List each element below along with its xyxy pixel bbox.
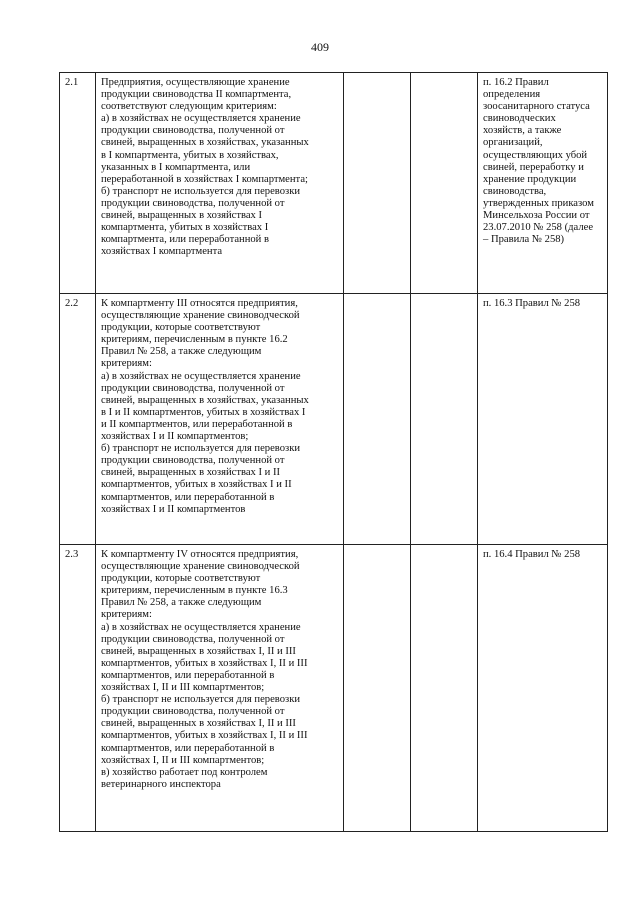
reference-line: п. 16.4 Правил № 258 [483, 549, 581, 560]
requirement-line: критериям, перечисленным в пункте 16.3 [101, 585, 288, 597]
reference-line: осуществляющих убой [483, 149, 588, 161]
requirement-line: продукции, которые соответствуют [101, 322, 261, 334]
reference-line: свиноводческих [483, 113, 556, 125]
reference-line: свиней, переработку и [483, 161, 584, 173]
requirement-line: продукции свиноводства II компартмента, [101, 89, 292, 101]
reference-line: организаций, [483, 137, 543, 149]
requirement-line: Предприятия, осуществляющие хранение [101, 77, 290, 88]
requirement-line: Правил № 258, а также следующим [101, 597, 262, 609]
requirement-line: продукции свиноводства, полученной от [101, 382, 285, 394]
requirement-line: свиней, выращенных в хозяйствах, указанных [101, 394, 309, 406]
requirement-cell [96, 545, 344, 832]
requirement-cell [96, 73, 344, 294]
reference-line: п. 16.2 Правил [483, 77, 549, 88]
row-number: 2.2 [60, 294, 96, 545]
requirement-line: компартментов, убитых в хозяйствах I и II [101, 479, 292, 491]
requirement-line: компартмента, или переработанной в [101, 234, 270, 246]
requirement-line: критериям, перечисленным в пункте 16.2 [101, 334, 288, 346]
table-row [60, 545, 608, 832]
requirement-line: б) транспорт не используется для перевозки [101, 694, 301, 706]
requirement-line: соответствуют следующим критериям: [101, 101, 277, 113]
requirement-line: продукции, которые соответствуют [101, 573, 261, 585]
requirement-line: в I и II компартментов, убитых в хозяйствах I [101, 406, 306, 418]
requirement-line: компартмента, убитых в хозяйствах I [101, 222, 269, 234]
requirement-line: указанных в I компартмента, или [101, 161, 251, 173]
requirement-line: осуществляющие хранение свиноводческой [101, 310, 300, 322]
requirement-line: хозяйствах I компартмента [101, 246, 223, 258]
reference-line: утвержденных приказом [483, 197, 594, 209]
requirement-line: а) в хозяйствах не осуществляется хранение [101, 113, 301, 125]
requirement-line: переработанной в хозяйствах I компартмента; [101, 173, 308, 185]
requirement-line: компартментов, или переработанной в [101, 742, 275, 754]
empty-cell [411, 73, 478, 294]
requirement-line: в) хозяйство работает под контролем [101, 766, 268, 778]
empty-cell [411, 545, 478, 832]
requirement-line: критериям: [101, 609, 152, 621]
requirement-line: а) в хозяйствах не осуществляется хранение [101, 621, 301, 633]
table-row [60, 294, 608, 545]
requirement-line: продукции свиноводства, полученной от [101, 125, 285, 137]
requirement-line: а) в хозяйствах не осуществляется хранение [101, 370, 301, 382]
requirement-line: свиней, выращенных в хозяйствах, указанных [101, 137, 309, 149]
reference-line: 23.07.2010 № 258 (далее [483, 222, 594, 234]
requirement-line: свиней, выращенных в хозяйствах I, II и III [101, 645, 296, 657]
requirement-line: К компартменту IV относятся предприятия, [101, 549, 299, 560]
reference-cell [478, 73, 608, 294]
requirement-line: продукции свиноводства, полученной от [101, 633, 285, 645]
requirement-line: хозяйствах I, II и III компартментов; [101, 682, 265, 694]
requirement-line: хозяйствах I, II и III компартментов; [101, 754, 265, 766]
reference-line: хозяйств, а также [483, 125, 562, 137]
requirement-line: компартментов, или переработанной в [101, 669, 275, 681]
requirement-line: продукции свиноводства, полученной от [101, 197, 285, 209]
reference-line: Минсельхоза России от [483, 210, 590, 222]
requirement-line: компартментов, или переработанной в [101, 491, 275, 503]
requirement-line: критериям: [101, 358, 152, 370]
row-number: 2.1 [60, 73, 96, 294]
empty-cell [411, 294, 478, 545]
reference-line: – Правила № 258) [483, 234, 565, 246]
reference-line: свиноводства, [483, 185, 547, 197]
requirement-line: хозяйствах I и II компартментов; [101, 431, 249, 443]
requirement-line: Правил № 258, а также следующим [101, 346, 262, 358]
requirement-line: свиней, выращенных в хозяйствах I и II [101, 467, 281, 479]
requirement-line: б) транспорт не используется для перевозки [101, 443, 301, 455]
page-number: 409 [311, 40, 329, 54]
requirement-line: в I компартмента, убитых в хозяйствах, [101, 149, 279, 161]
requirement-line: осуществляющие хранение свиноводческой [101, 561, 300, 573]
empty-cell [344, 73, 411, 294]
requirement-line: свиней, выращенных в хозяйствах I, II и III [101, 718, 296, 730]
reference-line: п. 16.3 Правил № 258 [483, 298, 581, 309]
reference-cell [478, 294, 608, 545]
requirement-line: компартментов, убитых в хозяйствах I, II и III [101, 730, 308, 742]
requirement-line: хозяйствах I и II компартментов [101, 503, 246, 515]
requirements-table [59, 72, 608, 832]
requirement-line: продукции свиноводства, полученной от [101, 455, 285, 467]
requirement-line: ветеринарного инспектора [101, 778, 221, 790]
requirement-cell [96, 294, 344, 545]
requirement-line: компартментов, убитых в хозяйствах I, II и III [101, 657, 308, 669]
table-row [60, 73, 608, 294]
requirement-line: свиней, выращенных в хозяйствах I [101, 210, 263, 222]
empty-cell [344, 545, 411, 832]
row-number: 2.3 [60, 545, 96, 832]
reference-line: определения [483, 89, 541, 101]
requirement-line: продукции свиноводства, полученной от [101, 706, 285, 718]
reference-cell [478, 545, 608, 832]
reference-line: зоосанитарного статуса [483, 101, 590, 113]
requirement-line: б) транспорт не используется для перевозки [101, 185, 301, 197]
requirement-line: и II компартментов, или переработанной в [101, 418, 293, 430]
requirement-line: К компартменту III относятся предприятия, [101, 298, 298, 309]
empty-cell [344, 294, 411, 545]
reference-line: хранение продукции [483, 173, 577, 185]
